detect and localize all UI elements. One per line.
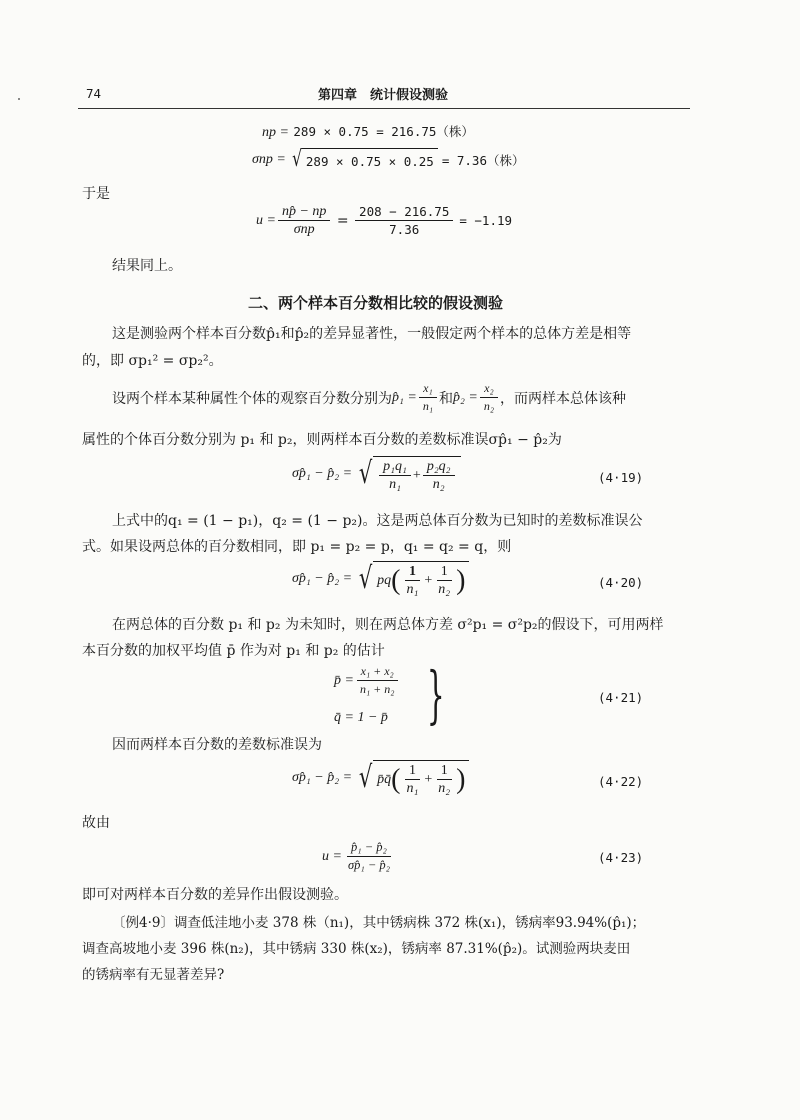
page-number: 74: [86, 86, 102, 101]
text-yu-shi: 于是: [82, 186, 110, 202]
equation-4-20: σp̂₁ − p̂₂ = √ pq ( $\frac{1}{\text{n₁}}$ + $\frac{1}{\text{n₂}}$ ): [292, 561, 469, 597]
paragraph-1-line-1: 这是测验两个样本百分数p̂₁和p̂₂的差异显著性，一般假定两个样本的总体方差是相等: [112, 326, 632, 342]
paragraph-3-line-1: 上式中的q₁ = (1 − p₁)，q₂ = (1 − p₂)。这是两总体百分数为已知时的差数标准误公: [112, 513, 643, 529]
paragraph-3-line-2: 式。如果设两总体的百分数相同，即 p₁ = p₂ = p，q₁ = q₂ = q，则: [82, 539, 512, 555]
paragraph-2-line-2: 属性的个体百分数分别为 p₁ 和 p₂，则两样本百分数的差数标准误σp̂₁ − p̂₂为: [82, 432, 562, 448]
equation-number-4-21: (4·21): [598, 690, 644, 705]
equation-4-23: u = $\frac{\text{p̂₁ − p̂₂}}{\text{σp̂₁ − p̂₂}}$: [322, 840, 390, 872]
equation-sigma-np: σnp = √ 289 × 0.75 × 0.25 = 7.36（株）: [252, 147, 525, 172]
example-line-2: 调查高坡地小麦 396 株(n₂)，其中锈病 330 株(x₂)，锈病率 87.31%(p̂₂)。试测验两块麦田: [82, 941, 631, 957]
section-title: 二、两个样本百分数相比较的假设测验: [248, 294, 504, 312]
header-rule: [78, 108, 690, 109]
text-gu-you: 故由: [82, 815, 110, 831]
paragraph-5: 因而两样本百分数的差数标准误为: [112, 737, 322, 753]
paragraph-6: 即可对两样本百分数的差异作出假设测验。: [82, 887, 348, 903]
equation-np: np = 289 × 0.75 = 216.75（株）: [262, 124, 474, 140]
equation-number-4-20: (4·20): [598, 575, 644, 590]
example-line-3: 的锈病率有无显著差异?: [82, 967, 225, 983]
chapter-title: 第四章 统计假设测验: [318, 88, 449, 103]
equation-4-21-pbar: p̄ = $\frac{\text{x₁ + x₂}}{\text{n₁ + n₂}}$: [334, 664, 400, 697]
equation-4-21-qbar: q̄ = 1 − p̄: [334, 710, 388, 725]
equation-number-4-22: (4·22): [598, 774, 644, 789]
paragraph-1-line-2: 的，即 σp₁² = σp₂²。: [82, 353, 223, 369]
paragraph-4-line-2: 本百分数的加权平均值 p̄ 作为对 p₁ 和 p₂ 的估计: [82, 643, 385, 659]
right-brace: }: [426, 658, 445, 731]
scan-speck: [18, 98, 20, 100]
example-line-1: 〔例4·9〕调查低洼地小麦 378 株（n₁)，其中锈病株 372 株(x₁)，锈病率93.94%(p̂₁)；: [112, 915, 646, 931]
text-result-same: 结果同上。: [112, 258, 182, 274]
equation-number-4-23: (4·23): [598, 850, 644, 865]
equation-u: u = $\frac{np̂ - np}{\text{σnp}}$ = $\frac{208 - 216.75}{7.36}$ = −1.19: [256, 204, 513, 237]
equation-4-22: σp̂₁ − p̂₂ = √ p̄q̄ ( $\frac{1}{\text{n₁}}$ + $\frac{1}{\text{n₂}}$ ): [292, 760, 469, 796]
paragraph-2-line-1: 设两个样本某种属性个体的观察百分数分别为 p̂₁ = $\frac{\text{x₁}}{\text{n₁}}$ 和 p̂₂ = $\frac{\text{x₂}}{\text{n₂}}$ ，而两样本总体该种: [112, 381, 626, 413]
equation-4-19: σp̂₁ − p̂₂ = √ $\frac{\text{p₁q₁}}{\text{n₁}}$ + $\frac{\text{p₂q₂}}{\text{n₂}}$: [292, 456, 461, 492]
paragraph-4-line-1: 在两总体的百分数 p₁ 和 p₂ 为未知时，则在两总体方差 σ²p₁ = σ²p₂的假设下，可用两样: [112, 617, 664, 633]
equation-number-4-19: (4·19): [598, 470, 644, 485]
